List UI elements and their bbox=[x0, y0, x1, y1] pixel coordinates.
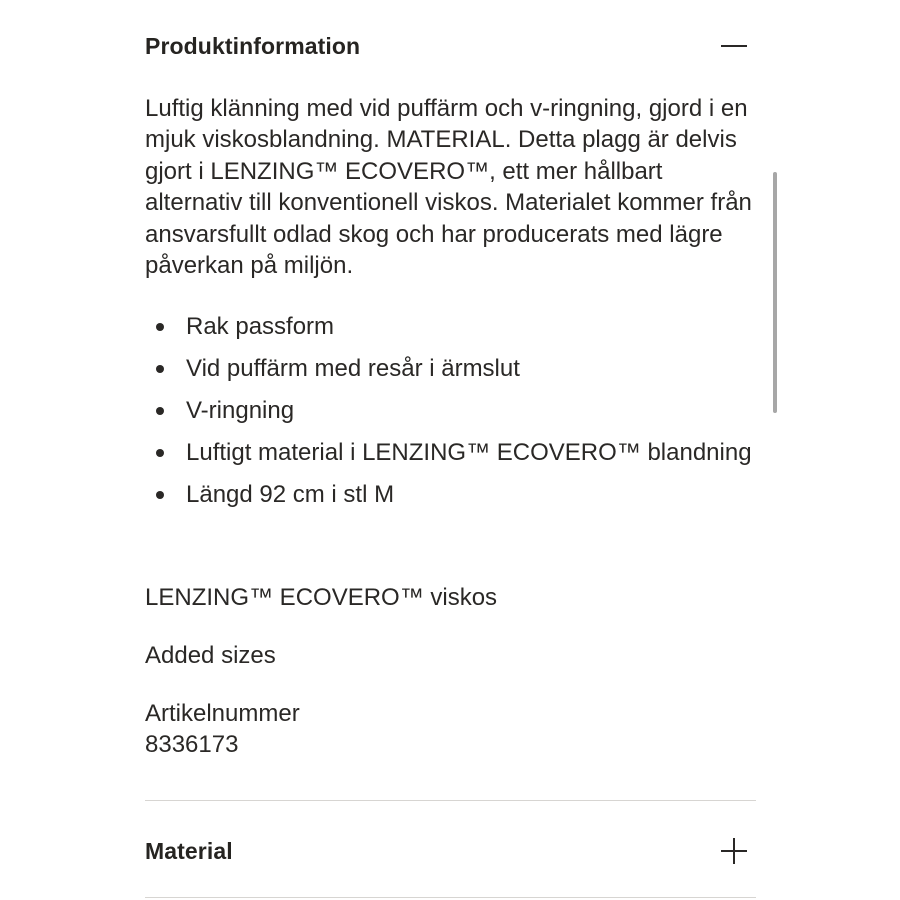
plus-icon[interactable] bbox=[721, 838, 747, 864]
minus-icon[interactable] bbox=[721, 33, 747, 59]
article-number-value: 8336173 bbox=[145, 731, 239, 758]
accordion-header-produktinformation[interactable] bbox=[145, 26, 756, 66]
feature-list bbox=[145, 308, 756, 518]
accordion-title-material: Material bbox=[145, 837, 233, 864]
feature-item: V-ringning bbox=[145, 392, 756, 430]
product-details-panel bbox=[145, 0, 756, 900]
composition-text: LENZING™ ECOVERO™ viskos bbox=[145, 584, 498, 611]
accordion-header-material[interactable] bbox=[145, 831, 756, 871]
feature-item: Rak passform bbox=[145, 308, 756, 346]
accordion-title-produktinformation: Produktinformation bbox=[145, 32, 361, 59]
feature-item: Luftigt material i LENZING™ ECOVERO™ blandning bbox=[145, 434, 756, 472]
section-divider bbox=[145, 800, 756, 801]
product-description: Luftig klänning med vid puffärm och v-ringning, gjord i en mjuk viskosblandning. MATERIAL. Detta plagg är delvis gjort i LENZING™ ECOVERO™, ett mer hållbart alternativ till konventionell viskos. Materialet kommer från ansvarsfullt odlad skog och har producerats med lägre påverkan på miljön. bbox=[145, 95, 752, 280]
scrollbar[interactable] bbox=[773, 172, 777, 413]
added-sizes-text: Added sizes bbox=[145, 642, 276, 669]
section-divider bbox=[145, 897, 756, 898]
feature-item: Vid puffärm med resår i ärmslut bbox=[145, 350, 756, 388]
article-number-label: Artikelnummer bbox=[145, 700, 300, 727]
feature-item: Längd 92 cm i stl M bbox=[145, 476, 756, 514]
